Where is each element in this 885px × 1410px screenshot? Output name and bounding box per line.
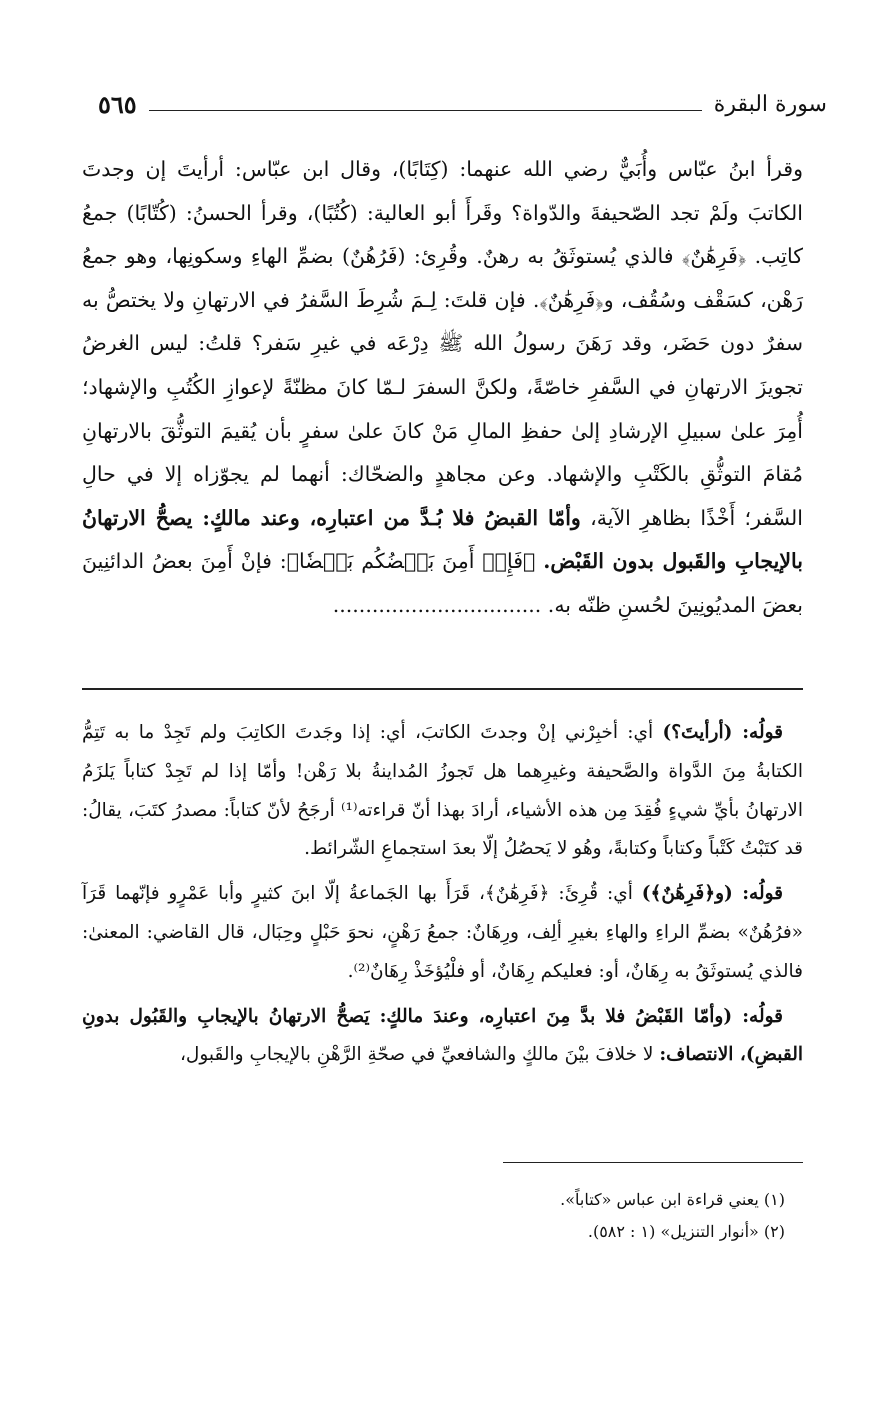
ellipsis-dots: ................................ <box>332 592 542 617</box>
commentary-text: أي: قُرِئَ: ﴿فَرِهَٰنٌ﴾، قَرَأَ بها الجَماعةُ إلّا ابنَ كثيرٍ وأبا عَمْرٍو فإنّهما قَرَآ «فرُهُنٌ» بضمِّ الراءِ والهاءِ بغيرِ ألِف، ورِهَانٌ: جمعُ رَهْنٍ، نحوَ حَبْلٍ وحِبَال، قال القاضي: المعنىٰ: فالذي يُستوثَقُ به رِهَانٌ، أو: فعليكم رِهَانٌ، أو فلْيُؤخَذْ رِهَانٌ⁽²⁾. <box>82 883 803 982</box>
footnote-divider <box>503 1162 803 1163</box>
commentary-paragraph <box>82 875 803 991</box>
footnote-1: (١) يعني قراءة ابن عباس «كتاباً». <box>560 1190 785 1209</box>
commentary-paragraph <box>82 998 803 1076</box>
page-header <box>98 82 827 126</box>
commentary-section <box>82 714 803 1081</box>
commentary-lead: قولُه: (أرأيتَ؟) <box>662 722 783 743</box>
main-paragraph <box>82 148 803 628</box>
main-divider <box>82 688 803 690</box>
commentary-lead: قولُه: (وأمّا القَبْضُ فلا بدَّ مِنَ اعتبارِه، وعندَ مالكٍ: يَصحُّ الارتهانُ بالإيجابِ والقَبُول بدونِ القبضِ)، الانتصاف: <box>82 1005 803 1066</box>
main-continuation-text: ﴿فَإِنۡ أَمِنَ بَعۡضُكُم بَعۡضٗا﴾: فإنْ أَمِنَ بعضُ الدائنِينَ بعضَ المديُونِينَ لحُسنِ ظنّه به. <box>82 549 803 617</box>
page-number: ٥٦٥ <box>98 89 137 119</box>
surah-title: سورة البقرة <box>713 91 827 117</box>
main-paragraph-text: وقرأ ابنُ عبّاس وأُبَيٌّ رضي الله عنهما: (كِتَابًا)، وقال ابن عبّاس: أرأيتَ إن وجدتَ الكاتبَ ولَمْ تجد الصّحيفةَ والدّواة؟ وقَرأَ أبو العالية: (كُتُبًا)، وقرأ الحسنُ: (كُتّابًا) جمعُ كاتِب. ﴿فَرِهَٰنٌ﴾ فالذي يُستوثَقُ به رهنٌ. وقُرِئ: (فَرُهُنٌ) بضمِّ الهاءِ وسكونِها، وهو جمعُ رَهْن، كسَقْف وسُقُف، و﴿فَرِهَٰنٌ﴾. فإن قلتَ: لِـمَ شُرِطَ السَّفرُ في الارتهانِ ولا يختصُّ به سفرٌ دون حَضَر، وقد رَهَنَ رسولُ الله ﷺ دِرْعَه في غيرِ سَفر؟ قلتُ: ليس الغرضُ تجويزَ الارتهانِ في السَّفرِ خاصّةً، ولكنَّ السفرَ لـمّا كانَ مظنّةً لإعوازِ الكُتُبِ والإشهاد؛ أُمِرَ علىٰ سبيلِ الإرشادِ إلىٰ حفظِ المالِ مَنْ كانَ علىٰ سفرٍ بأن يُقيمَ التوثُّقَ بالارتهانِ مُقامَ التوثُّقِ بالكَتْبِ والإشهاد. وعن مجاهدٍ والضحّاك: أنهما لم يجوّزاه إلا في حالِ السَّفر؛ أَخْذًا بظاهرِ الآية، <box>82 157 803 530</box>
commentary-text: لا خلافَ بيْنَ مالكٍ والشافعيِّ في صحّةِ الرَّهْنِ بالإيجابِ والقَبول، <box>179 1044 654 1066</box>
main-bold-text: وأمّا القبضُ فلا بُـدَّ من اعتبارِه، وعند مالكٍ: يصحُّ الارتهانُ بالإيجابِ والقَبول بدون القَبْض. <box>82 505 803 574</box>
footnotes <box>82 1184 785 1248</box>
commentary-lead: قولُه: (و﴿فَرِهَٰنٌ﴾) <box>641 883 783 905</box>
commentary-paragraph <box>82 714 803 869</box>
footnote-2: (٢) «أنوار التنزيل» (١ : ٥٨٢). <box>587 1222 785 1241</box>
header-rule <box>149 110 702 111</box>
commentary-text: أي: أخبِرْني إنْ وجدتَ الكاتبَ، أي: إذا وجَدتَ الكاتِبَ ولم تَجِدْ ما به تَتِمُّ الكتابةُ مِنَ الدَّواة والصَّحيفة وغيرِهما هل تَجوزُ المُداينةُ بلا رَهْن! وأمّا إذا لم تَجِدْ كتاباً يَلزَمُ الارتهانُ بأيِّ شيءٍ فُقِدَ مِن هذه الأشياء، أرادَ بهذا أنّ قراءته⁽¹⁾ أرجَحُ لأنّ كتاباً: مصدرُ كتَبَ، يقالُ: قد كتَبْتُ كَتْباً وكتاباً وكتابةً، وهُو لا يَحصُلُ إلّا بعدَ استجماعِ الشّرائط. <box>82 722 803 860</box>
main-text <box>82 148 803 628</box>
